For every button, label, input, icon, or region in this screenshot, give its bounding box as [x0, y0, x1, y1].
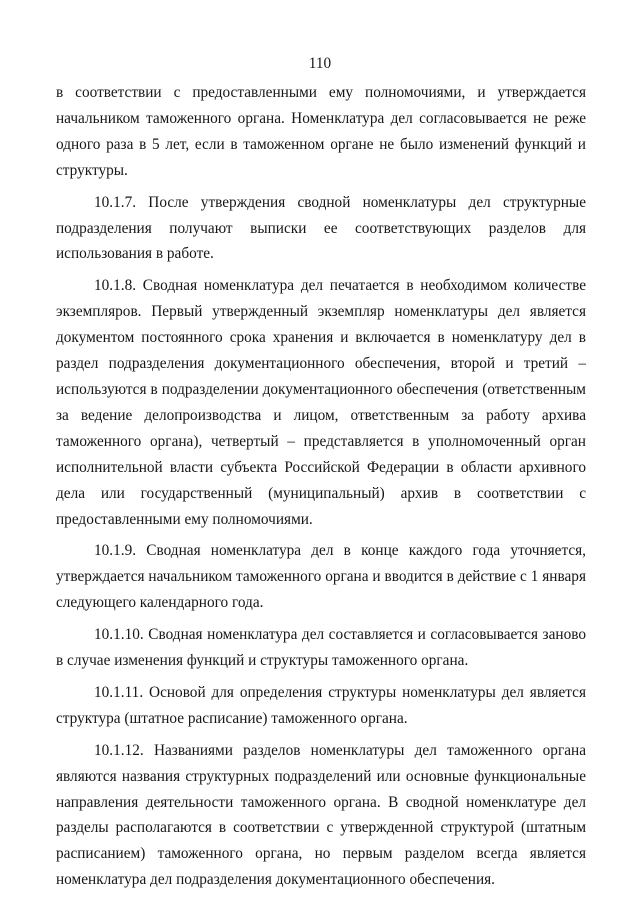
paragraph-10-1-7: 10.1.7. После утверждения сводной номенклатуры дел структурные подразделения получают выписки ее соответствующих разделов для использования в работе.: [56, 193, 586, 263]
paragraph-10-1-10: 10.1.10. Сводная номенклатура дел составляется и согласовывается заново в случае изменения функций и структуры таможенного органа.: [56, 626, 586, 670]
paragraph-10-1-11: 10.1.11. Основой для определения структуры номенклатуры дел является структура (штатное расписание) таможенного органа.: [56, 683, 586, 727]
paragraph-continuation: в соответствии с предоставленными ему полномочиями, и утверждается начальником таможенного органа. Номенклатура дел согласовывается не реже одного раза в 5 лет, если в таможенном органе не было изменений функций и структуры.: [56, 84, 586, 179]
paragraph-10-1-9: 10.1.9. Сводная номенклатура дел в конце каждого года уточняется, утверждается начальником таможенного органа и вводится в действие с 1 января следующего календарного года.: [56, 542, 586, 612]
body-text: [56, 80, 586, 893]
page-number: 110: [308, 55, 332, 72]
paragraph-10-1-8: 10.1.8. Сводная номенклатура дел печатается в необходимом количестве экземпляров. Первый утвержденный экземпляр номенклатуры дел является документом постоянного срока хранения и включается в номенклатуру дел в раздел подразделения документационного обеспечения, второй и третий – используются в подразделении документационного обеспечения (ответственным за ведение делопроизводства и лицом, ответственным за работу архива таможенного органа), четвертый – представляется в уполномоченный орган исполнительной власти субъекта Российской Федерации в области архивного дела или государственный (муниципальный) архив в соответствии с предоставленными ему полномочиями.: [56, 277, 586, 528]
paragraph-10-1-12: 10.1.12. Названиями разделов номенклатуры дел таможенного органа являются названия структурных подразделений или основные функциональные направления деятельности таможенного органа. В сводной номенклатуре дел разделы располагаются в соответствии с утвержденной структурой (штатным расписанием) таможенного органа, но первым разделом всегда является номенклатура дел подразделения документационного обеспечения.: [56, 741, 586, 889]
